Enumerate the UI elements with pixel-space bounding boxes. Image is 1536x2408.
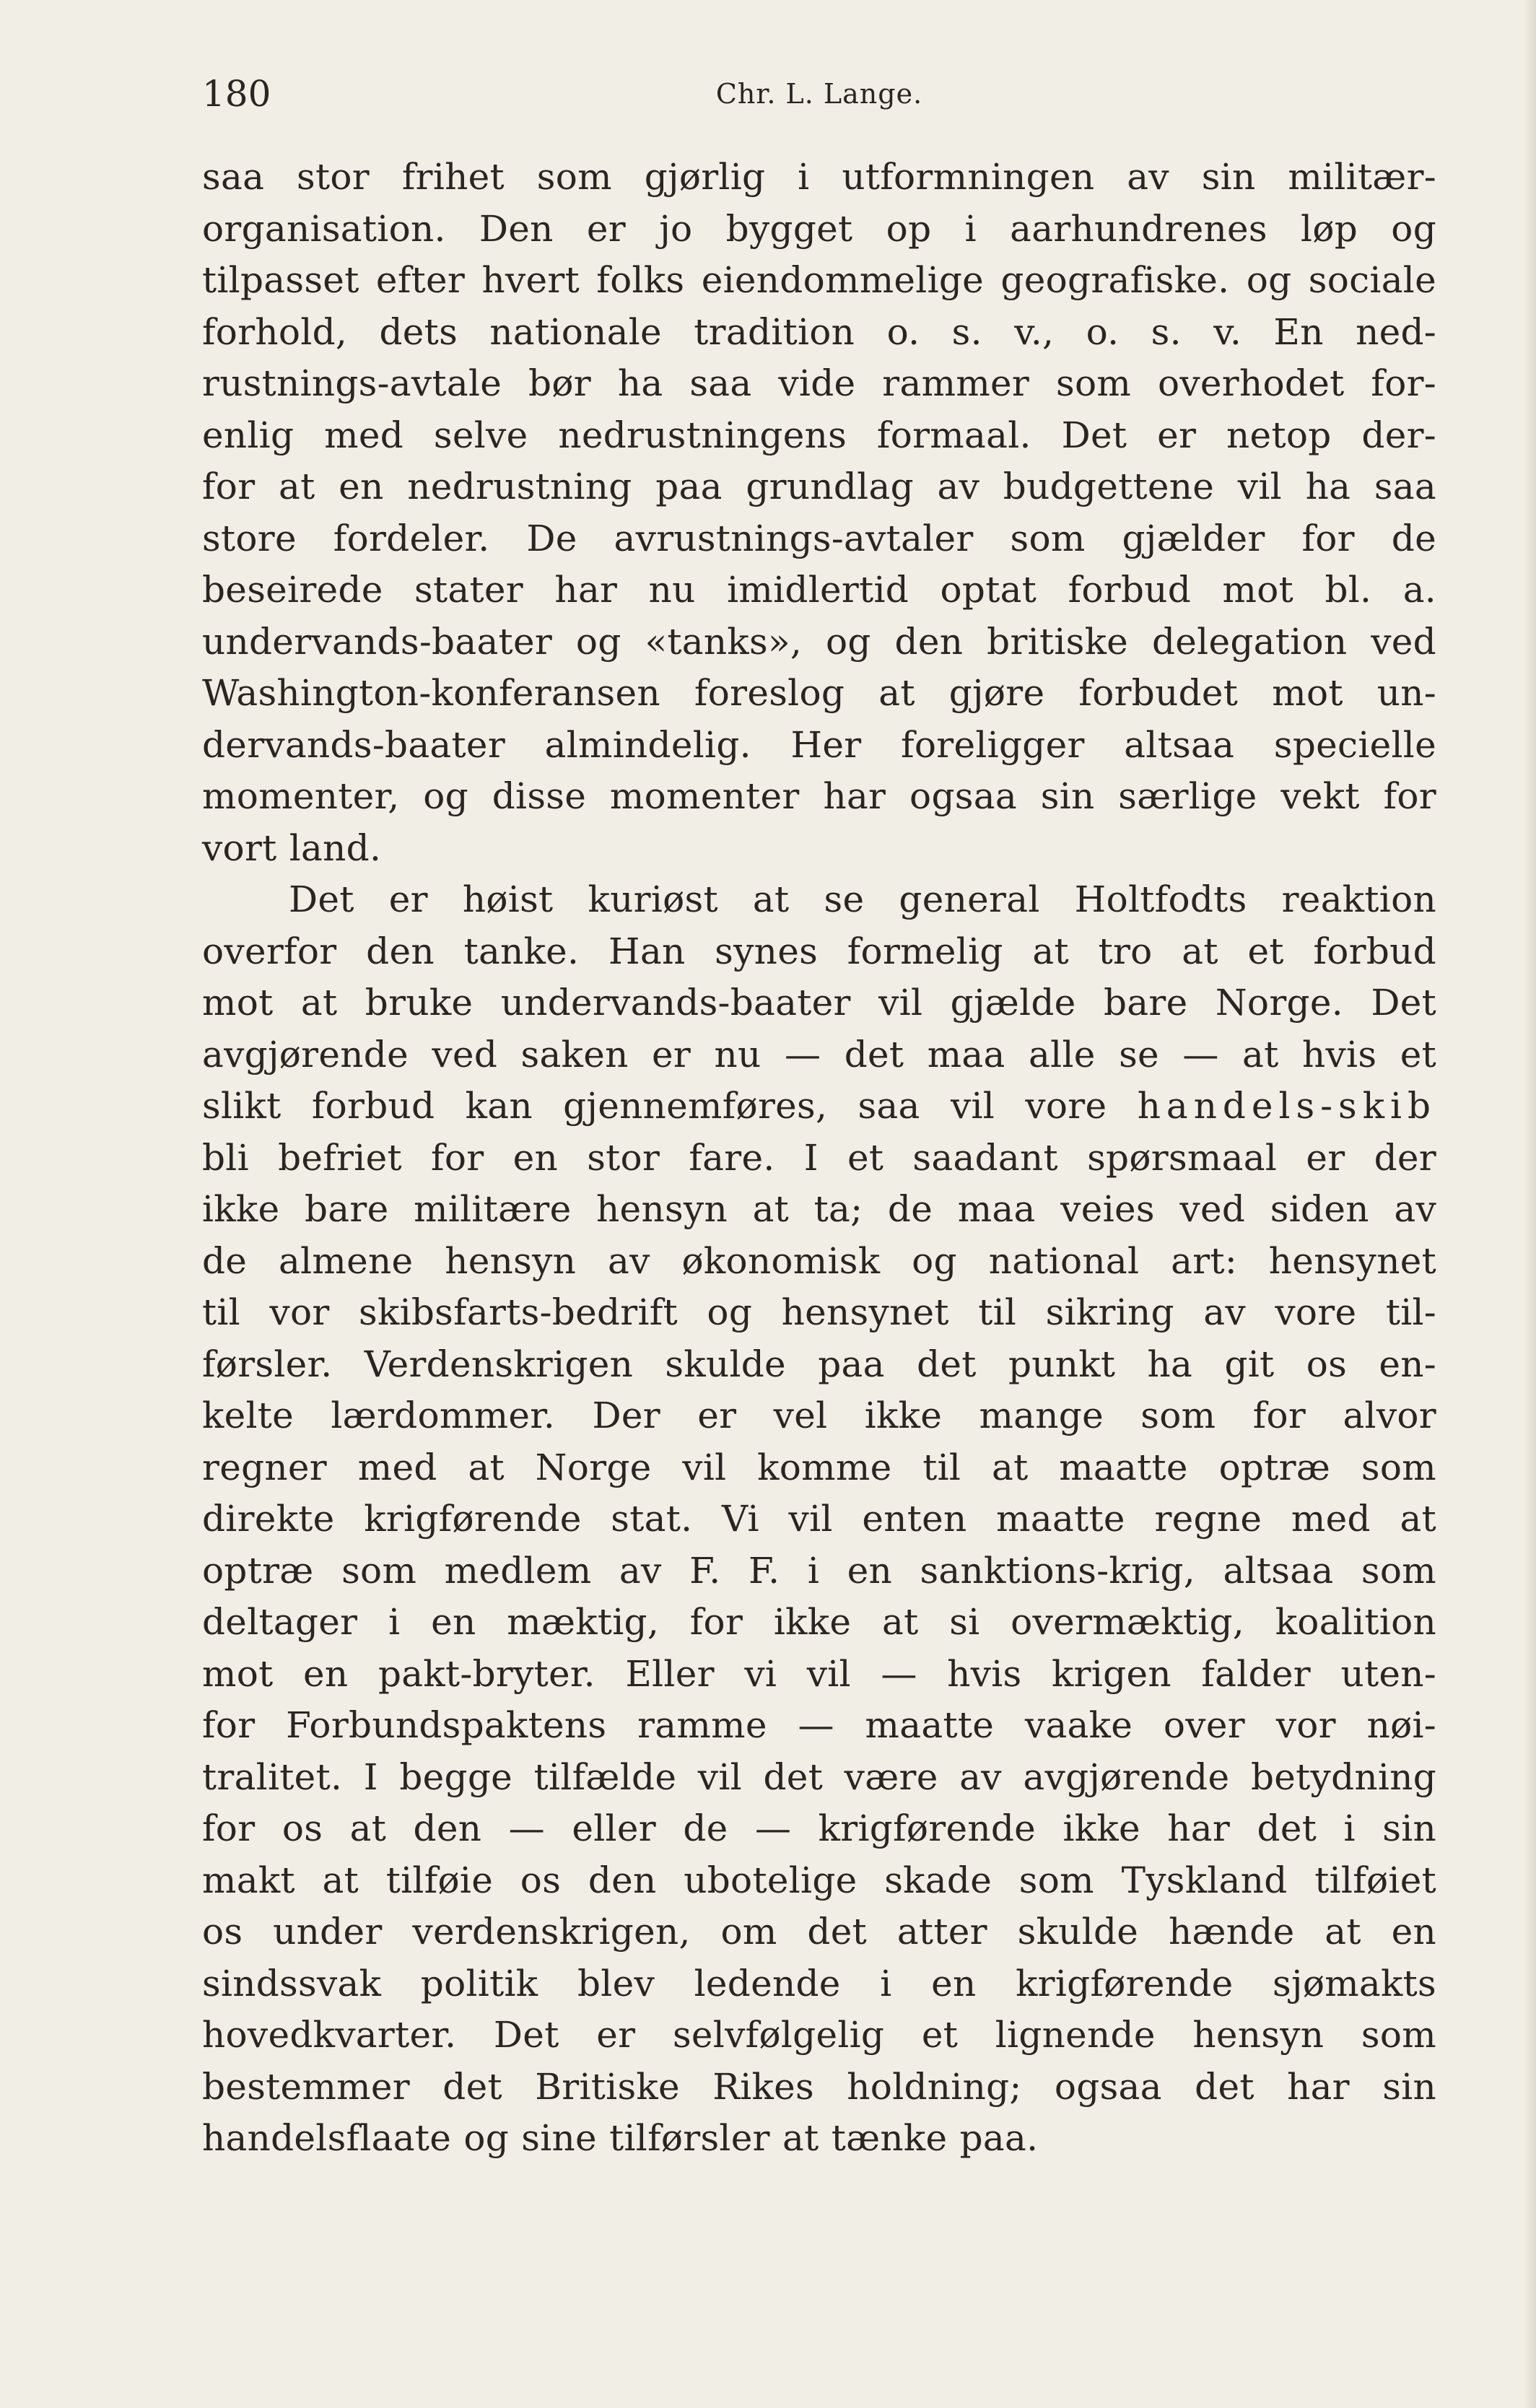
text-line: kelte lærdommer. Der er vel ikke mange som for alvor (202, 1395, 1436, 1436)
page-number: 180 (202, 73, 271, 115)
text-line: Washington-konferansen foreslog at gjøre forbudet mot un- (202, 672, 1436, 714)
text-line: til vor skibsfarts-bedrift og hensynet til sikring av vore til- (202, 1291, 1436, 1333)
text-line: rustnings-avtale bør ha saa vide rammer som overhodet for- (202, 362, 1436, 404)
page-header (202, 69, 1436, 119)
text-line: sindssvak politik blev ledende i en krigførende sjømakts (202, 1962, 1436, 2005)
text-line: bestemmer det Britiske Rikes holdning; ogsaa det har sin (202, 2065, 1436, 2108)
text-line: overfor den tanke. Han synes formelig at tro at et forbud (202, 930, 1436, 972)
text-line: mot en pakt-bryter. Eller vi vil — hvis krigen falder uten- (202, 1652, 1436, 1695)
text-line: deltager i en mæktig, for ikke at si overmæktig, koalition (202, 1601, 1436, 1643)
running-head: Chr. L. Lange. (715, 78, 923, 110)
text-line: avgjørende ved saken er nu — det maa alle se — at hvis et (202, 1033, 1436, 1076)
text-line: dervands-baater almindelig. Her foreligger altsaa specielle (202, 723, 1436, 766)
text-line-with-emphasis (202, 1081, 1436, 1133)
text-line: vort land. (202, 826, 382, 869)
text-line: forhold, dets nationale tradition o. s. v., o. s. v. En ned- (202, 310, 1436, 353)
text-line: momenter, og disse momenter har ogsaa sin særlige vekt for (202, 775, 1436, 817)
text-line: enlig med selve nedrustningens formaal. Det er netop der- (202, 414, 1436, 456)
text-line: ikke bare militære hensyn at ta; de maa veies ved siden av (202, 1188, 1436, 1230)
text-line: handelsflaate og sine tilførsler at tænke paa. (202, 2117, 1039, 2159)
text-line: for at en nedrustning paa grundlag av budgettene vil ha saa (202, 466, 1436, 507)
text-line: saa stor frihet som gjørlig i utformningen av sin militær- (202, 156, 1436, 198)
text-line: os under verdenskrigen, om det atter skulde hænde at en (202, 1911, 1436, 1953)
text-line: direkte krigførende stat. Vi vil enten maatte regne med at (202, 1498, 1436, 1540)
text-line: store fordeler. De avrustnings-avtaler som gjælder for de (202, 517, 1436, 559)
text-line: optræ som medlem av F. F. i en sanktions-krig, altsaa som (202, 1549, 1436, 1592)
text-line: for os at den — eller de — krigførende ikke har det i sin (202, 1807, 1436, 1849)
text-line: tilpasset efter hvert folks eiendommelige geografiske. og sociale (202, 259, 1436, 301)
text-line: de almene hensyn av økonomisk og national art: hensynet (202, 1239, 1436, 1282)
text-line: førsler. Verdenskrigen skulde paa det punkt ha git os en- (202, 1343, 1436, 1385)
text-line: makt at tilføie os den ubotelige skade som Tyskland tilføiet (202, 1859, 1436, 1901)
page-edge-shadow (1523, 0, 1536, 2408)
text-line: tralitet. I begge tilfælde vil det være av avgjørende betydning (202, 1755, 1436, 1798)
text-line: bli befriet for en stor fare. I et saadant spørsmaal er der (202, 1136, 1436, 1179)
text-line: undervands-baater og «tanks», og den britiske delegation ved (202, 620, 1436, 663)
text-line: for Forbundspaktens ramme — maatte vaake over vor nøi- (202, 1704, 1436, 1746)
text-line: Det er høist kuriøst at se general Holtfodts reaktion (289, 878, 1436, 920)
text-segment: slikt forbud kan gjennemføres, saa vil vore (202, 1085, 1138, 1127)
body-text (202, 152, 1436, 2165)
text-line: beseirede stater har nu imidlertid optat forbud mot bl. a. (202, 569, 1436, 611)
text-line: mot at bruke undervands-baater vil gjælde bare Norge. Det (202, 982, 1436, 1024)
text-line: organisation. Den er jo bygget op i aarhundrenes løp og (202, 207, 1436, 250)
text-line: hovedkvarter. Det er selvfølgelig et lignende hensyn som (202, 2014, 1436, 2056)
emphasized-word: handels-skib (1137, 1085, 1436, 1127)
text-line: regner med at Norge vil komme til at maatte optræ som (202, 1446, 1436, 1488)
